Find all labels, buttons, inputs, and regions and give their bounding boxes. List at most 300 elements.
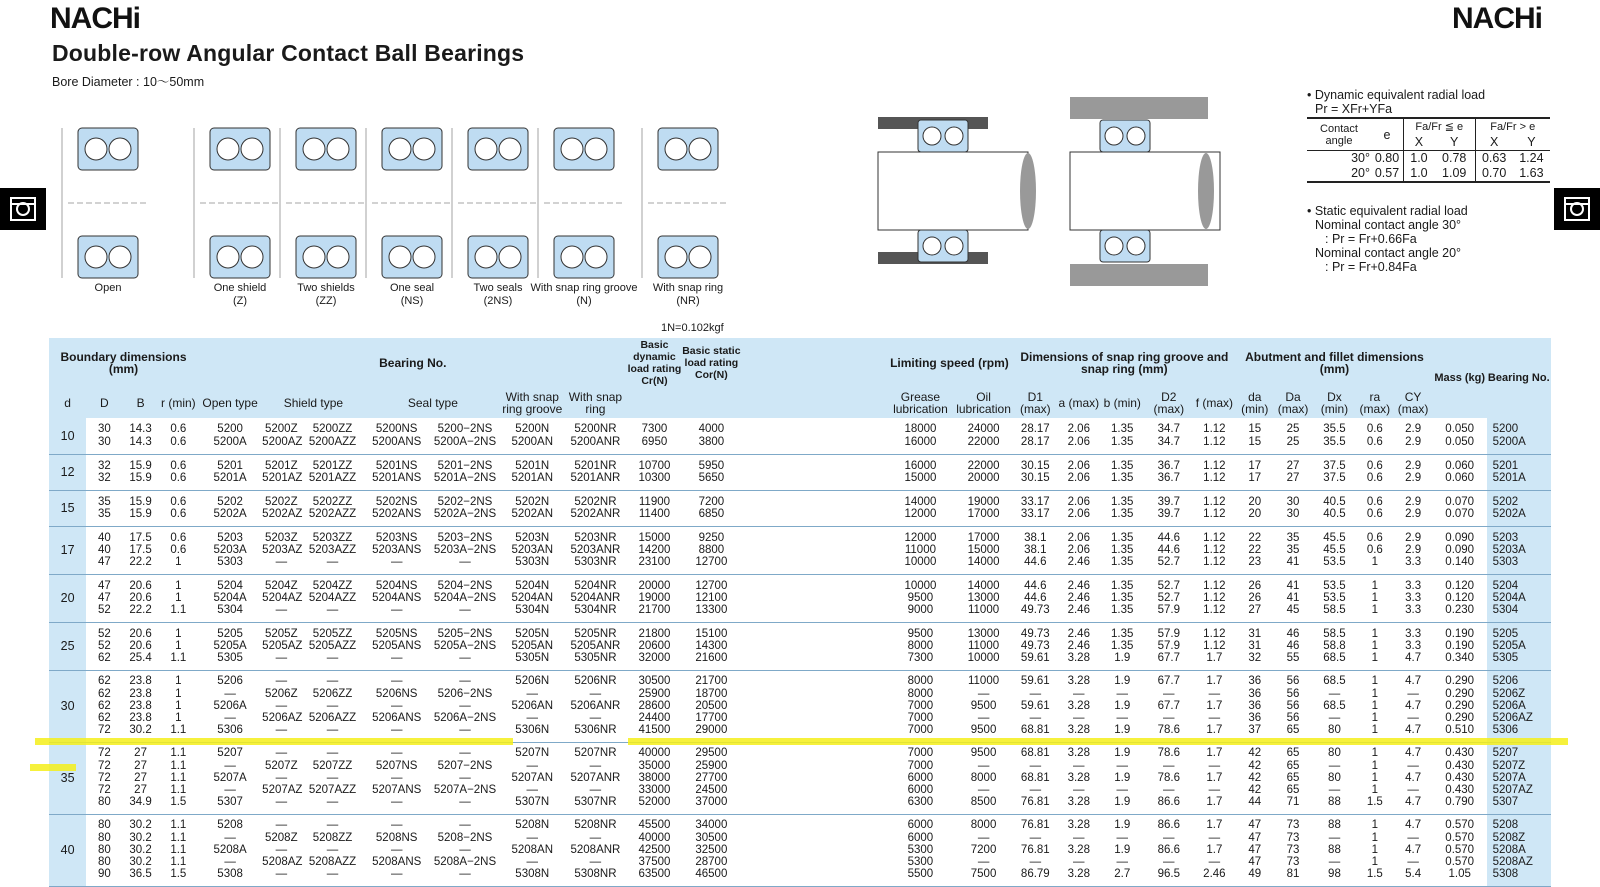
cell: 30 30 <box>86 418 122 454</box>
cell: 0.6 0.6 1 <box>1356 526 1393 574</box>
bearing-tab-icon <box>1562 194 1592 224</box>
cell: 5208N — 5208AN — 5308N <box>501 814 563 886</box>
cell: 31 31 32 <box>1236 622 1273 670</box>
cell: 6000 6000 5300 5300 5500 <box>886 814 954 886</box>
table-row <box>49 526 1551 574</box>
cell: 30.15 30.15 <box>1013 454 1059 490</box>
caption-line1: Two seals <box>473 282 523 294</box>
cell: 0.430 0.430 0.430 0.430 0.790 <box>1433 742 1487 814</box>
cell: 1.35 1.35 1.35 <box>1099 526 1145 574</box>
static-load-formula <box>1307 204 1468 274</box>
cell: 5203N 5203AN 5303N <box>501 526 563 574</box>
x-label: X <box>1404 134 1434 151</box>
cell: 5203ZZ 5203AZZ — <box>300 526 364 574</box>
cell: 0.6 0.6 <box>159 418 198 454</box>
cell: 5201Z 5201AZ <box>262 454 300 490</box>
static-20-eq: : Pr = Fr+0.84Fa <box>1325 260 1417 274</box>
cell: 26 26 27 <box>1236 574 1273 622</box>
col-shield-type: Shield type <box>262 388 364 418</box>
cell: 12700 12100 13300 <box>681 574 741 622</box>
bore-d: 25 <box>49 622 86 670</box>
cell: 88 — 88 — 98 <box>1313 814 1356 886</box>
cell: 42 42 42 42 44 <box>1236 742 1273 814</box>
cell: 22000 20000 <box>955 454 1013 490</box>
cell: 5201NR 5201ANR <box>563 454 627 490</box>
bore-d: 12 <box>49 454 86 490</box>
cell: 5205 5205A 5305 <box>1487 622 1551 670</box>
x1-30: 1.0 <box>1404 151 1434 167</box>
cell: — 5208ZZ — 5208AZZ — <box>300 814 364 886</box>
cell: 2.46 2.46 2.46 <box>1058 574 1099 622</box>
cell: 4.7 — 4.7 — 5.4 <box>1393 814 1432 886</box>
cell: — 5207ZZ — 5207AZZ — <box>300 742 364 814</box>
cell: 47 47 47 47 49 <box>1236 814 1273 886</box>
x-label: X <box>1475 134 1513 151</box>
col-oil: Oil lubrication <box>956 390 1011 416</box>
cell: 5200 5200A <box>198 418 262 454</box>
col-b: b (min) <box>1099 388 1145 418</box>
cell: 0.6 0.6 <box>1356 490 1393 526</box>
cell: 1 1 1 1 1 <box>1356 670 1393 742</box>
cell: 1 1 1 1 1.5 <box>1356 742 1393 814</box>
table-row <box>49 622 1551 670</box>
col-open-type: Open type <box>198 388 262 418</box>
cell: 14000 13000 11000 <box>955 574 1013 622</box>
cell: 20.6 20.6 22.2 <box>122 574 158 622</box>
cell: 1.12 1.12 <box>1193 418 1237 454</box>
highlight-35 <box>30 764 76 771</box>
cell: 34000 30500 32500 28700 46500 <box>681 814 741 886</box>
cell: 52.7 52.7 57.9 <box>1145 574 1193 622</box>
bearing-diagram-one-seal <box>362 100 462 290</box>
cell: 16000 15000 <box>886 454 954 490</box>
static-rating-header: Basic static load rating Cor(N) <box>681 338 741 388</box>
y1-20: 1.09 <box>1442 166 1467 180</box>
col-snap-ring: With snap ring <box>563 388 627 418</box>
col-D2: D2 (max) <box>1145 388 1193 418</box>
table-row <box>49 574 1551 622</box>
highlight-5207-left <box>35 738 513 745</box>
cell: 5201NS 5201ANS <box>365 454 429 490</box>
dynamic-rating-header: Basic dynamic load rating Cr(N) <box>627 339 682 387</box>
cell: 0.6 0.6 <box>159 490 198 526</box>
cell: 2.06 2.06 <box>1058 454 1099 490</box>
cell: 20000 19000 21700 <box>628 574 682 622</box>
cell: 0.190 0.190 0.340 <box>1433 622 1487 670</box>
cell: 5206NR — 5206ANR — 5306NR <box>563 670 627 742</box>
cell: 15100 14300 21600 <box>681 622 741 670</box>
cell: 76.81 — 76.81 — 86.79 <box>1013 814 1059 886</box>
cell: 1 1 1.1 <box>159 574 198 622</box>
cell: 5204 5204A 5304 <box>1487 574 1551 622</box>
caption-line2: (N) <box>576 295 592 307</box>
table-row <box>49 670 1551 742</box>
col-Dx: Dx (min) <box>1313 388 1356 418</box>
fa-gt-e-label: Fa/Fr > e <box>1475 118 1550 134</box>
cell: 5205 5205A 5305 <box>198 622 262 670</box>
cell: 35.5 35.5 <box>1313 418 1356 454</box>
bore-diameter-subtitle: Bore Diameter : 10〜50mm <box>52 75 205 89</box>
bearing-section-tab-right[interactable] <box>1554 188 1600 230</box>
x1-20: 1.0 <box>1404 166 1434 182</box>
cell: 5203NS 5203ANS — <box>365 526 429 574</box>
cell: 5207 5207Z 5207A 5207AZ 5307 <box>1487 742 1551 814</box>
cell: 44.6 44.6 52.7 <box>1145 526 1193 574</box>
e-30: 0.80 <box>1374 151 1400 165</box>
col-d: d <box>49 388 86 418</box>
cell: 9250 8800 12700 <box>681 526 741 574</box>
highlight-5207-right <box>628 738 1568 745</box>
load-factor-table <box>1307 117 1550 183</box>
cell: 36.7 36.7 <box>1145 454 1193 490</box>
caption-line1: Two shields <box>297 282 355 294</box>
cell: 15000 14200 23100 <box>628 526 682 574</box>
cell: — 5206−2NS — 5206A−2NS — <box>429 670 501 742</box>
cell: 5202NS 5202ANS <box>365 490 429 526</box>
cell: 5206 — 5206A — 5306 <box>198 670 262 742</box>
cell: 68.5 — 68.5 — 80 <box>1313 670 1356 742</box>
cell: 5204 5204A 5304 <box>198 574 262 622</box>
cell: — 5206ZZ — 5206AZZ — <box>300 670 364 742</box>
bearing-diagram-one-shield <box>190 100 290 290</box>
col-a: a (max) <box>1058 388 1099 418</box>
cell: 0.570 0.570 0.570 0.570 1.05 <box>1433 814 1487 886</box>
cell: 5204ZZ 5204AZZ — <box>300 574 364 622</box>
cell: 5206 5206Z 5206A 5206AZ 5306 <box>1487 670 1551 742</box>
cell: 41 41 45 <box>1273 574 1312 622</box>
cell: 4.7 — 4.7 — 4.7 <box>1393 670 1432 742</box>
bore-d: 17 <box>49 526 86 574</box>
cell: 86.6 — 86.6 — 96.5 <box>1145 814 1193 886</box>
cell: 1.7 — 1.7 — 2.46 <box>1193 814 1237 886</box>
cell: 5202 5202A <box>198 490 262 526</box>
col-Da: Da (max) <box>1273 388 1312 418</box>
cell: 4000 3800 <box>681 418 741 454</box>
cell: 24000 22000 <box>955 418 1013 454</box>
bore-d: 10 <box>49 418 86 454</box>
cell: 1 1 1 1 1.1 <box>159 670 198 742</box>
col-seal-type: Seal type <box>365 388 502 418</box>
bore-d: 35 <box>49 742 86 814</box>
cell: 0.090 0.090 0.140 <box>1433 526 1487 574</box>
cell: 72 72 72 72 80 <box>86 742 122 814</box>
cell: 40 40 47 <box>86 526 122 574</box>
cell: 5203 5203A 5303 <box>1487 526 1551 574</box>
caption-line2: (2NS) <box>483 295 513 307</box>
cell: 67.7 — 67.7 — 78.6 <box>1145 670 1193 742</box>
cell: 80 80 80 80 90 <box>86 814 122 886</box>
cell: 5200NS 5200ANS <box>365 418 429 454</box>
cell: 3.3 3.3 3.3 <box>1393 574 1432 622</box>
cell: 1.35 1.35 <box>1099 490 1145 526</box>
cell: 36 36 36 36 37 <box>1236 670 1273 742</box>
y2-20: 1.63 <box>1519 166 1544 180</box>
cell: 1.7 — 1.7 — 1.7 <box>1193 742 1237 814</box>
caption-line1: One shield <box>213 282 267 294</box>
cell: 5208 5208Z 5208A 5208AZ 5308 <box>1487 814 1551 886</box>
static-30-eq: : Pr = Fr+0.66Fa <box>1325 232 1417 246</box>
cell: 5202NR 5202ANR <box>563 490 627 526</box>
cell: 5202Z 5202AZ <box>262 490 300 526</box>
cell: 5208 — 5208A — 5308 <box>198 814 262 886</box>
cell: 35 35 41 <box>1273 526 1312 574</box>
cell: 0.120 0.120 0.230 <box>1433 574 1487 622</box>
cell: 5203 5203A 5303 <box>198 526 262 574</box>
cell: 15 15 <box>1236 418 1273 454</box>
cell: 17.5 17.5 22.2 <box>122 526 158 574</box>
bore-d: 15 <box>49 490 86 526</box>
cell: 1.9 — 1.9 — 1.9 <box>1099 670 1145 742</box>
cell: 0.290 0.290 0.290 0.290 0.510 <box>1433 670 1487 742</box>
cell: 10000 9500 9000 <box>886 574 954 622</box>
cell: 3.28 — 3.28 — 3.28 <box>1058 814 1099 886</box>
cell: 45.5 45.5 53.5 <box>1313 526 1356 574</box>
cell: 44.6 44.6 49.73 <box>1013 574 1059 622</box>
cell: 5204N 5204AN 5304N <box>501 574 563 622</box>
cell: 1.35 1.35 <box>1099 454 1145 490</box>
cell: 5201 5201A <box>198 454 262 490</box>
cell: 0.050 0.050 <box>1433 418 1487 454</box>
cell: 2.06 2.06 <box>1058 490 1099 526</box>
cell: 37.5 37.5 <box>1313 454 1356 490</box>
cell: 21800 20600 32000 <box>628 622 682 670</box>
cell: 7300 6950 <box>628 418 682 454</box>
cell: 0.060 0.060 <box>1433 454 1487 490</box>
cell: 8000 8000 7000 7000 7000 <box>886 670 954 742</box>
col-D: D <box>86 388 122 418</box>
dynamic-title: • Dynamic equivalent radial load <box>1307 88 1486 102</box>
cell: 5205NS 5205ANS — <box>365 622 429 670</box>
cell: 5201−2NS 5201A−2NS <box>429 454 501 490</box>
cell: 65 65 65 65 71 <box>1273 742 1312 814</box>
bearing-no-header: Bearing No. <box>198 338 628 388</box>
cell: 5202ZZ 5202AZZ <box>300 490 364 526</box>
table-row <box>49 418 1551 454</box>
page-title: Double-row Angular Contact Ball Bearings <box>52 40 525 66</box>
caption-line1: With snap ring groove <box>530 282 638 294</box>
cell: 5200N 5200AN <box>501 418 563 454</box>
cell: 46 46 55 <box>1273 622 1312 670</box>
cell: 5205ZZ 5205AZZ — <box>300 622 364 670</box>
cell: — 5208Z — 5208AZ — <box>262 814 300 886</box>
cell: 32 32 <box>86 454 122 490</box>
bearing-tab-icon <box>8 194 38 224</box>
cell: 40000 35000 38000 33000 52000 <box>628 742 682 814</box>
cell: 20.6 20.6 25.4 <box>122 622 158 670</box>
caption-line2: (NR) <box>676 295 700 307</box>
cell: 27 27 27 27 34.9 <box>122 742 158 814</box>
cell: 1.35 1.35 <box>1099 418 1145 454</box>
cell: 68.81 — 68.81 — 76.81 <box>1013 742 1059 814</box>
caption-line1: Open <box>94 282 122 294</box>
dynamic-load-formula <box>1307 88 1485 116</box>
mounting-diagram <box>860 82 1260 292</box>
y-label: Y <box>1527 135 1536 149</box>
cell: 21700 18700 20500 17700 29000 <box>681 670 741 742</box>
cell: 35 35 <box>86 490 122 526</box>
cell: 0.6 0.6 <box>1356 454 1393 490</box>
cell: 5204Z 5204AZ — <box>262 574 300 622</box>
cell: 5200 5200A <box>1487 418 1551 454</box>
cell: 73 73 73 73 81 <box>1273 814 1312 886</box>
cell: 34.7 34.7 <box>1145 418 1193 454</box>
cell: 15.9 15.9 <box>122 454 158 490</box>
cell: 8000 — 7200 — 7500 <box>955 814 1013 886</box>
cell: 2.06 2.06 <box>1058 418 1099 454</box>
cell: 5204NS 5204ANS — <box>365 574 429 622</box>
caption-line2: (NS) <box>400 295 424 307</box>
diagram-caption-snap-ring <box>628 282 748 308</box>
col-r: r (min) <box>159 388 198 418</box>
cell: 5200NR 5200ANR <box>563 418 627 454</box>
abutment-header: Abutment and fillet dimensions (mm) <box>1236 338 1433 388</box>
cell: 45500 40000 42500 37500 63500 <box>628 814 682 886</box>
e-label: e <box>1383 127 1391 142</box>
y2-30: 1.24 <box>1519 151 1544 165</box>
cell: 5207 — 5207A — 5307 <box>198 742 262 814</box>
cell: 5205−2NS 5205A−2NS — <box>429 622 501 670</box>
cell: 5200−2NS 5200A−2NS <box>429 418 501 454</box>
cell: 0.6 0.6 <box>159 454 198 490</box>
table-row <box>49 742 1551 814</box>
cell: 1.1 1.1 1.1 1.1 1.5 <box>159 742 198 814</box>
cell: 25 25 <box>1273 418 1312 454</box>
static-title: • Static equivalent radial load <box>1307 204 1468 218</box>
cell: 0.070 0.070 <box>1433 490 1487 526</box>
col-Cy: CY (max) <box>1393 388 1432 418</box>
bearing-section-tab-left[interactable] <box>0 188 46 230</box>
cell: — 5207NS — 5207ANS — <box>365 742 429 814</box>
cell: 1.12 1.12 1.12 <box>1193 526 1237 574</box>
dynamic-equation: Pr = XFr+YFa <box>1315 102 1393 116</box>
cell: 56 56 56 56 65 <box>1273 670 1312 742</box>
cell: 2.9 2.9 <box>1393 454 1432 490</box>
cell: 28.17 28.17 <box>1013 418 1059 454</box>
cell: 13000 11000 10000 <box>955 622 1013 670</box>
y-label: Y <box>1450 135 1459 149</box>
cell: 1.35 1.35 1.35 <box>1099 574 1145 622</box>
cell: 18000 16000 <box>886 418 954 454</box>
col-ra: ra (max) <box>1356 388 1393 418</box>
cell: 1.7 — 1.7 — 1.7 <box>1193 670 1237 742</box>
col-snap-groove: With snap ring groove <box>502 390 563 416</box>
col-grease: Grease lubrication <box>886 388 954 418</box>
cell: 5202−2NS 5202A−2NS <box>429 490 501 526</box>
cell: 5204NR 5204ANR 5304NR <box>563 574 627 622</box>
cell: 5201N 5201AN <box>501 454 563 490</box>
cell: 23.8 23.8 23.8 23.8 30.2 <box>122 670 158 742</box>
snap-ring-header: Dimensions of snap ring groove and snap ring (mm) <box>1013 338 1237 388</box>
cell: 9500 — 8000 — 8500 <box>955 742 1013 814</box>
cell: — 5208NS — 5208ANS — <box>365 814 429 886</box>
diagram-caption-snap-ring-groove <box>524 282 644 308</box>
cell: 2.9 2.9 <box>1393 490 1432 526</box>
cell: 2.9 2.9 <box>1393 418 1432 454</box>
cell: 59.61 — 59.61 — 68.81 <box>1013 670 1059 742</box>
cell: 1.12 1.12 <box>1193 454 1237 490</box>
cell: 14000 12000 <box>886 490 954 526</box>
cell: — 5208−2NS — 5208A−2NS — <box>429 814 501 886</box>
cell: 7000 7000 6000 6000 6300 <box>886 742 954 814</box>
cell: 5208NR — 5208ANR — 5308NR <box>563 814 627 886</box>
cell: 5201 5201A <box>1487 454 1551 490</box>
table-row <box>49 814 1551 886</box>
caption-line1: One seal <box>389 282 435 294</box>
bearing-diagram-open <box>58 100 158 290</box>
angle-20: 20° <box>1351 166 1370 180</box>
cell: 5202N 5202AN <box>501 490 563 526</box>
nachi-logo-right: NACHi <box>1452 2 1542 35</box>
cell: 33.17 33.17 <box>1013 490 1059 526</box>
cell: — 5206NS — 5206ANS — <box>365 670 429 742</box>
cell: 0.6 0.6 <box>1356 418 1393 454</box>
contact-angle-label: Contact angle <box>1320 122 1358 147</box>
cell: 3.28 — 3.28 — 3.28 <box>1058 742 1099 814</box>
cell: 1 1 1 1 1.5 <box>1356 814 1393 886</box>
cell: 17 17 <box>1236 454 1273 490</box>
cell: 3.3 3.3 4.7 <box>1393 622 1432 670</box>
bearing-no-right-header: Bearing No. <box>1487 338 1551 418</box>
cell: 15.9 15.9 <box>122 490 158 526</box>
cell: 2.06 2.06 2.46 <box>1058 526 1099 574</box>
cell: 5206N — 5206AN — 5306N <box>501 670 563 742</box>
cell: 1.12 1.12 1.7 <box>1193 622 1237 670</box>
cell: 53.5 53.5 58.5 <box>1313 574 1356 622</box>
cell: 5203−2NS 5203A−2NS — <box>429 526 501 574</box>
bearing-diagram-two-shields <box>276 100 376 290</box>
cell: 0.6 0.6 1 <box>159 526 198 574</box>
fa-le-e-label: Fa/Fr ≦ e <box>1404 118 1476 134</box>
cell: 47 47 52 <box>86 574 122 622</box>
cell: 38.1 38.1 44.6 <box>1013 526 1059 574</box>
cell: 4.7 — 4.7 — 4.7 <box>1393 742 1432 814</box>
cell: 27 27 <box>1273 454 1312 490</box>
cell: 2.46 2.46 3.28 <box>1058 622 1099 670</box>
cell: 1.12 1.12 <box>1193 490 1237 526</box>
cell: 20 20 <box>1236 490 1273 526</box>
cell: — 5206Z — 5206AZ — <box>262 670 300 742</box>
diagram-caption-open <box>48 282 168 295</box>
col-f: f (max) <box>1193 388 1237 418</box>
cell: 30 30 <box>1273 490 1312 526</box>
cell: 29500 25900 27700 24500 37000 <box>681 742 741 814</box>
cell: 5202 5202A <box>1487 490 1551 526</box>
nachi-logo-left: NACHi <box>50 2 140 35</box>
cell: 5205NR 5205ANR 5305NR <box>563 622 627 670</box>
bore-d: 30 <box>49 670 86 742</box>
cell: 11900 11400 <box>628 490 682 526</box>
cell: 5201ZZ 5201AZZ <box>300 454 364 490</box>
static-20-label: Nominal contact angle 20° <box>1315 246 1462 260</box>
cell: 1 1 1 <box>1356 574 1393 622</box>
cell: 5203NR 5203ANR 5303NR <box>563 526 627 574</box>
cell: 1.1 1.1 1.1 1.1 1.5 <box>159 814 198 886</box>
cell: 1.12 1.12 1.12 <box>1193 574 1237 622</box>
cell: 10700 10300 <box>628 454 682 490</box>
cell: 80 — 80 — 88 <box>1313 742 1356 814</box>
table-row <box>49 454 1551 490</box>
e-20: 0.57 <box>1374 166 1400 180</box>
cell: 30500 25900 28600 24400 41500 <box>628 670 682 742</box>
cell: — 5207Z — 5207AZ — <box>262 742 300 814</box>
cell: 1.35 1.35 1.9 <box>1099 622 1145 670</box>
cell: 78.6 — 78.6 — 86.6 <box>1145 742 1193 814</box>
mass-header: Mass (kg) <box>1433 338 1487 418</box>
cell: 1 1 1 <box>1356 622 1393 670</box>
cell: 5203Z 5203AZ — <box>262 526 300 574</box>
boundary-dims-header: Boundary dimensions (mm) <box>49 338 198 388</box>
caption-line1: With snap ring <box>652 282 724 294</box>
